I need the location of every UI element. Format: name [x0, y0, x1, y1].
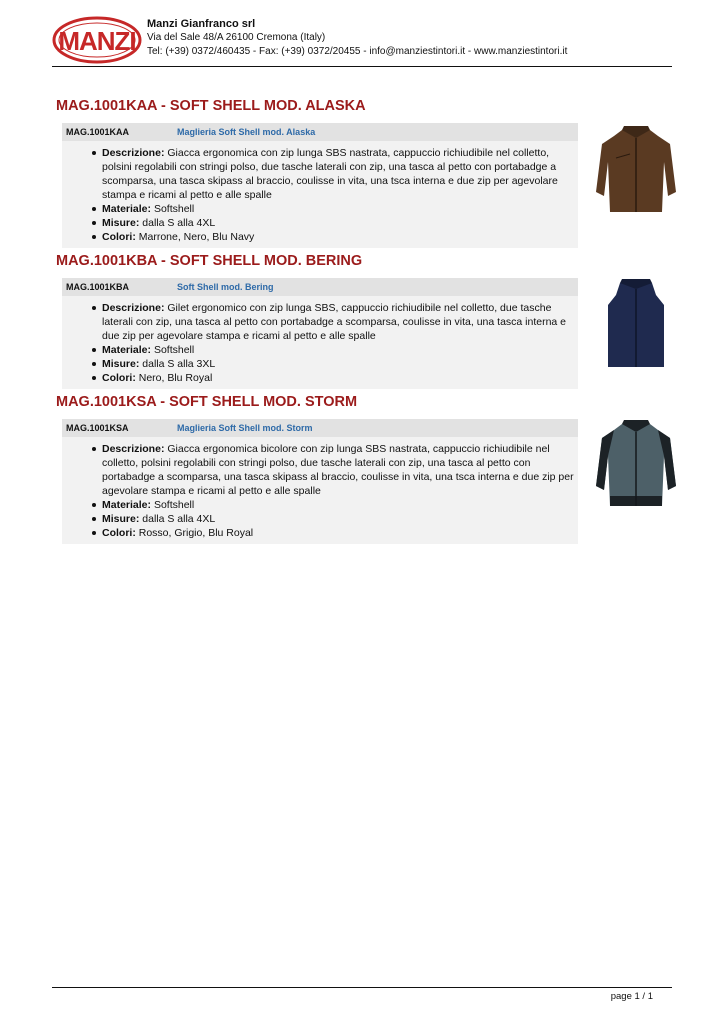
product-title: MAG.1001KAA - SOFT SHELL MOD. ALASKA: [56, 98, 366, 114]
product-details: [62, 278, 578, 389]
company-address: Via del Sale 48/A 26100 Cremona (Italy): [147, 32, 326, 43]
product-details: [62, 123, 578, 248]
spec-materiale: Materiale: Softshell: [102, 498, 578, 512]
company-name: Manzi Gianfranco srl: [147, 18, 256, 30]
product-spec-list: [62, 437, 578, 544]
spec-descrizione: Descrizione: Giacca ergonomica bicolore con zip lunga SBS nastrata, cappuccio richiudibile nel colletto, polsini regolabili con stringi polso, due tasche laterali con zip, una tasca al petto con portabadge a scomparsa, una tasca skipass al braccio, coulisse in vita, una tsca interna e due zip per agevolare stampa e ricami al petto e alle spalle: [102, 442, 578, 498]
product-link[interactable]: Maglieria Soft Shell mod. Storm: [177, 423, 313, 433]
product-code-row: [62, 419, 578, 437]
spec-descrizione: Descrizione: Gilet ergonomico con zip lunga SBS, cappuccio richiudibile nel colletto, due tasche laterali con zip, una tasca al petto con portabadge a scomparsa, coulisse in vita, una tasca interna e due zip per agevolare stampa e ricami al petto e alle spalle: [102, 301, 578, 343]
page-number: page 1 / 1: [610, 991, 653, 1002]
svg-text:MANZI: MANZI: [58, 26, 136, 56]
spec-colori: Colori: Rosso, Grigio, Blu Royal: [102, 526, 578, 540]
spec-materiale: Materiale: Softshell: [102, 202, 578, 216]
product-spec-list: [62, 296, 578, 389]
product-code: MAG.1001KSA: [66, 423, 129, 433]
product-link[interactable]: Maglieria Soft Shell mod. Alaska: [177, 127, 316, 137]
product-code: MAG.1001KBA: [66, 282, 130, 292]
product-details: [62, 419, 578, 544]
header-divider: [52, 66, 672, 67]
product-link[interactable]: Soft Shell mod. Bering: [177, 282, 274, 292]
footer-divider: [52, 987, 672, 988]
product-section-storm: [56, 392, 676, 539]
product-title: MAG.1001KSA - SOFT SHELL MOD. STORM: [56, 394, 358, 410]
spec-colori: Colori: Marrone, Nero, Blu Navy: [102, 230, 578, 244]
product-code-row: [62, 123, 578, 141]
product-image-jacket: [592, 122, 680, 218]
spec-materiale: Materiale: Softshell: [102, 343, 578, 357]
spec-colori: Colori: Nero, Blu Royal: [102, 371, 578, 385]
product-title: MAG.1001KBA - SOFT SHELL MOD. BERING: [56, 253, 363, 269]
product-image-vest: [592, 277, 680, 373]
spec-misure: Misure: dalla S alla 4XL: [102, 216, 578, 230]
product-code: MAG.1001KAA: [66, 127, 130, 137]
product-spec-list: [62, 141, 578, 248]
company-contacts: Tel: (+39) 0372/460435 - Fax: (+39) 0372/20455 - info@manziestintori.it - www.manziestintori.it: [147, 46, 568, 57]
spec-misure: Misure: dalla S alla 3XL: [102, 357, 578, 371]
product-image-jacket-bicolor: [592, 416, 680, 512]
product-section-bering: [56, 251, 676, 384]
manzi-logo: [52, 16, 142, 64]
spec-misure: Misure: dalla S alla 4XL: [102, 512, 578, 526]
spec-descrizione: Descrizione: Giacca ergonomica con zip lunga SBS nastrata, cappuccio richiudibile nel colletto, polsini regolabili con stringi polso, due tasche laterali con zip, una tasca al petto con portabadge a scomparsa, una tasca skipass al braccio, coulisse in vita, una tsca interna e due zip per agevolare stampa e ricami al petto e alle spalle: [102, 146, 578, 202]
product-code-row: [62, 278, 578, 296]
company-info: [147, 17, 567, 59]
product-section-alaska: [56, 96, 676, 243]
